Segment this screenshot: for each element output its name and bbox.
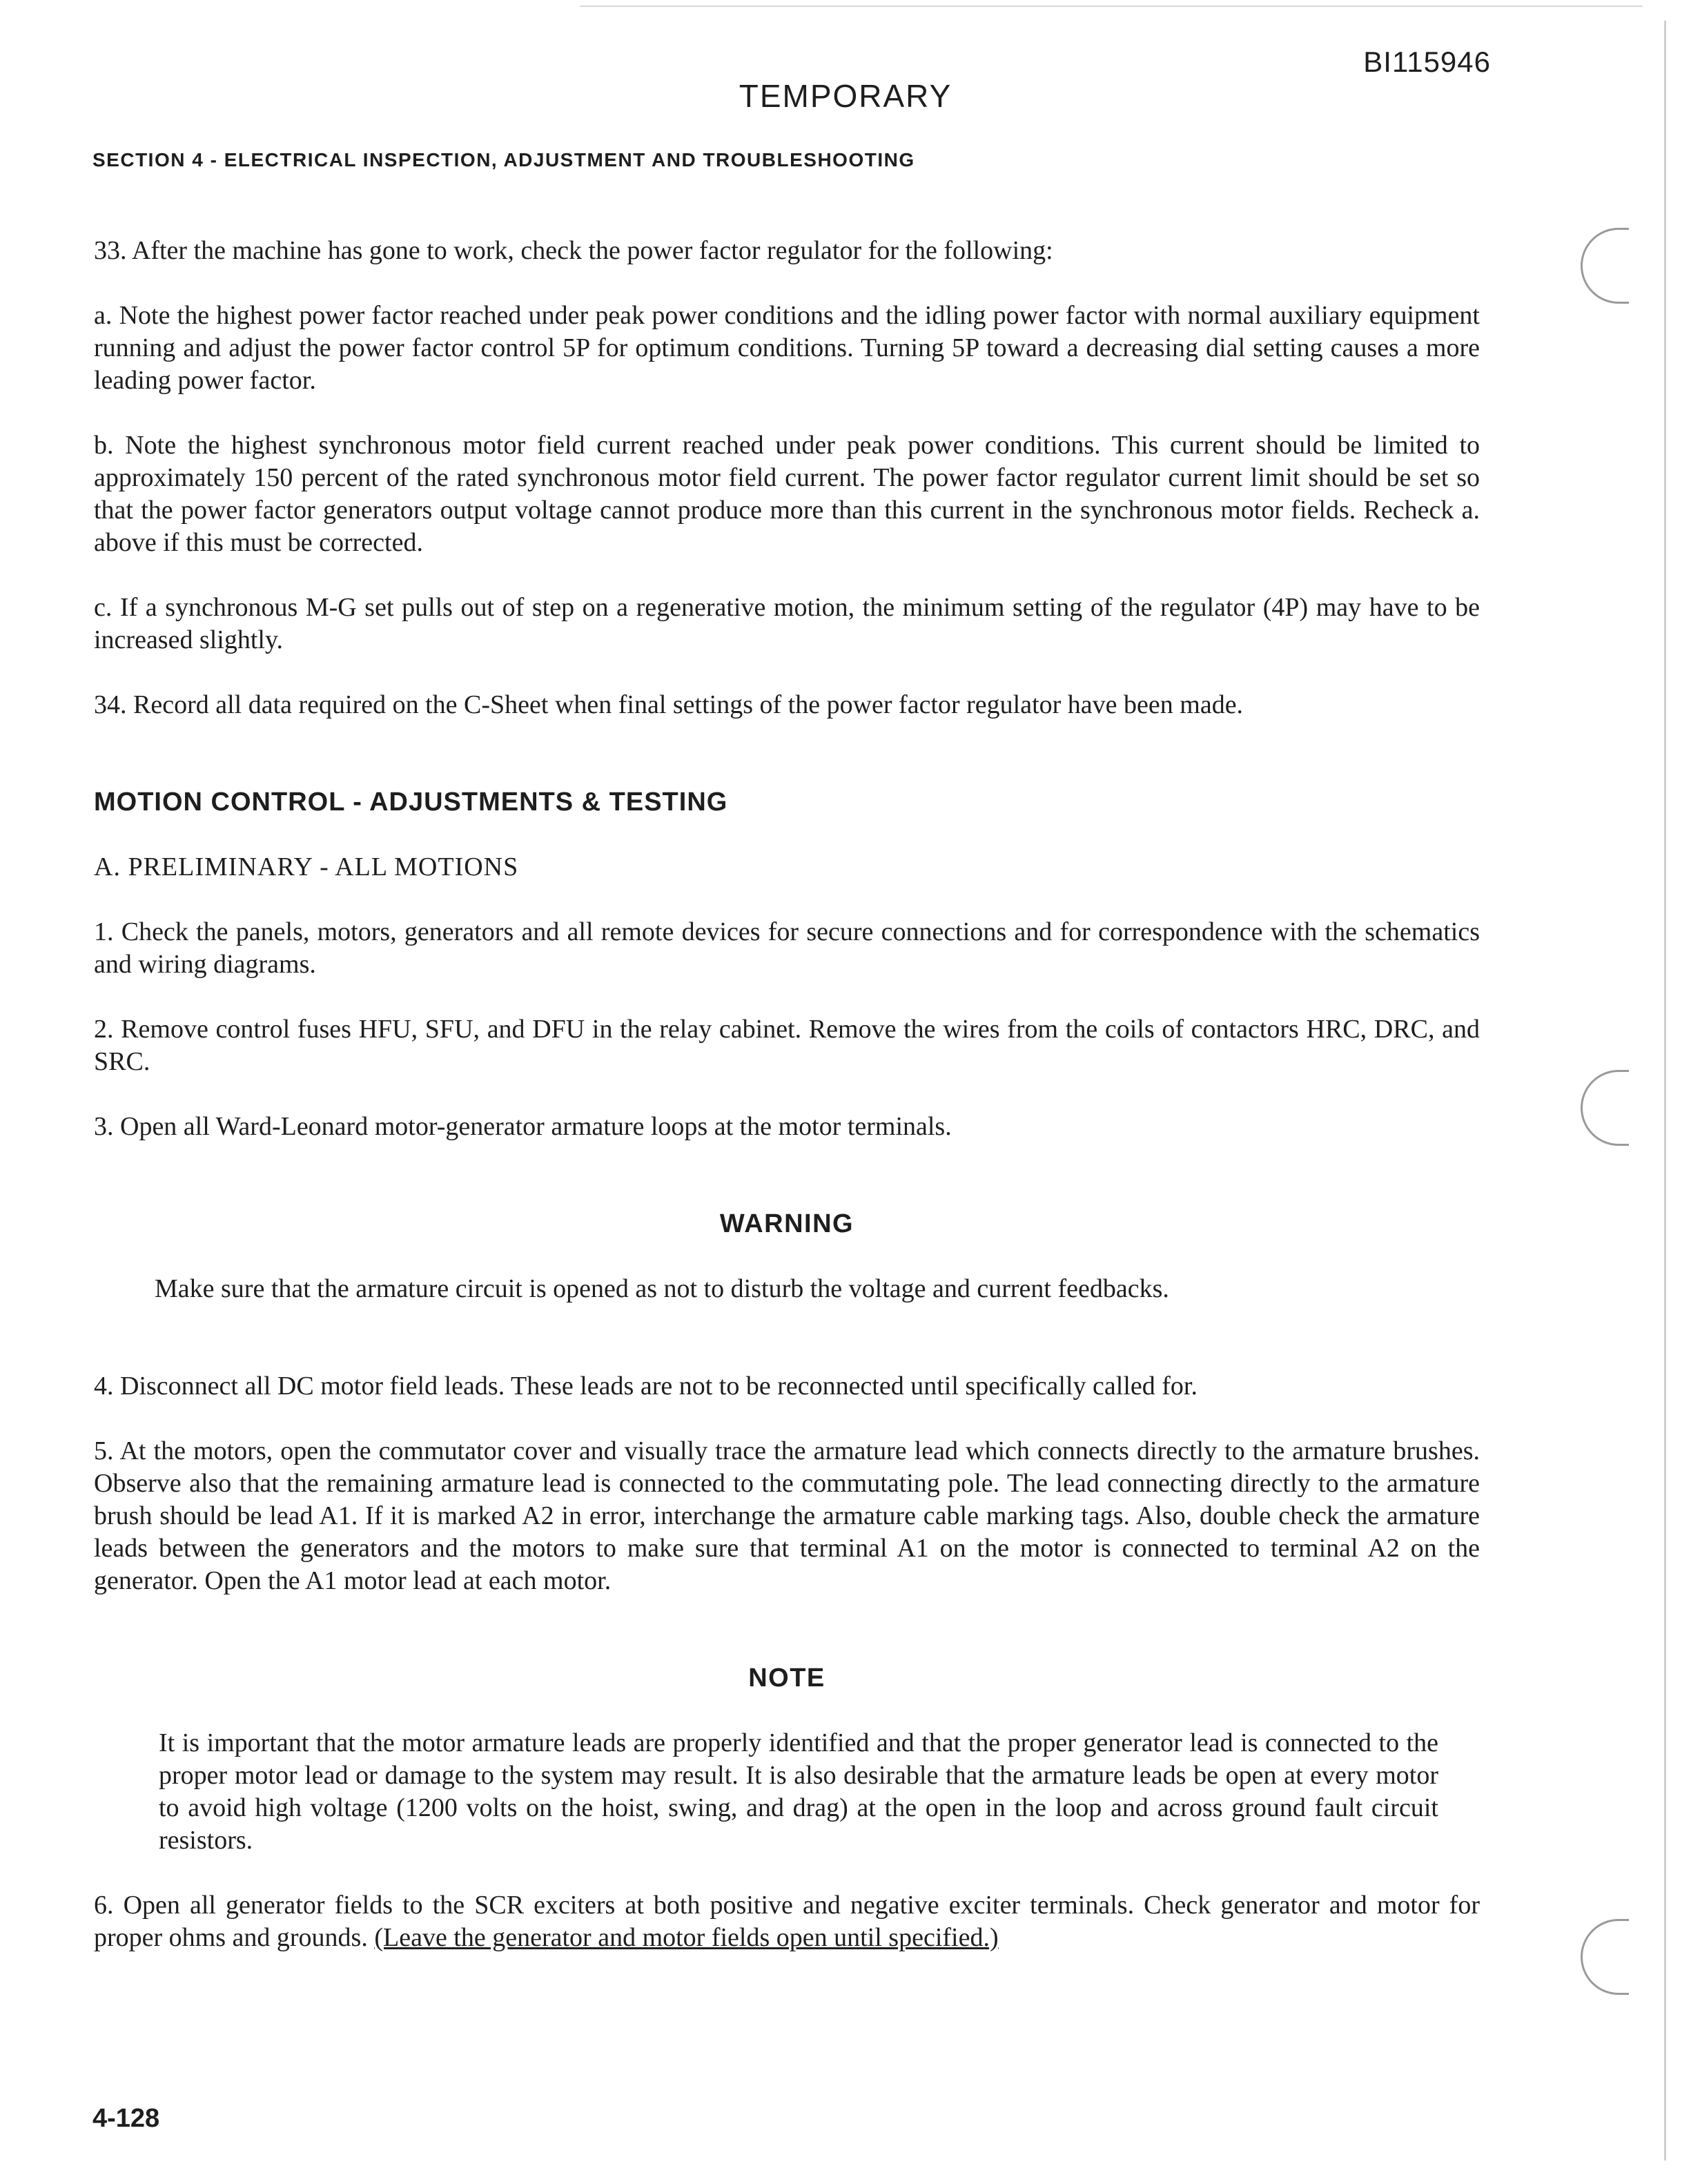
scan-page-edge [1664,21,1666,2161]
binder-hole-top [1581,228,1629,304]
temporary-label: TEMPORARY [739,78,952,114]
warning-heading: WARNING [719,1209,854,1238]
motion-control-heading: MOTION CONTROL - ADJUSTMENTS & TESTING [94,788,728,817]
step-3: 3. Open all Ward-Leonard motor-generator armature loops at the motor terminals. [94,1112,952,1141]
step-4: 4. Disconnect all DC motor field leads. These leads are not to be reconnected until specifically called for. [94,1372,1198,1401]
warning-text: Make sure that the armature circuit is opened as not to disturb the voltage and current feedbacks. [155,1274,1169,1303]
step-6-text: 6. Open all generator fields to the SCR exciters at both positive and negative exciter terminals. Check generator and motor for proper ohms and grounds. [94,1891,1480,1952]
section-title: SECTION 4 - ELECTRICAL INSPECTION, ADJUSTMENT AND TROUBLESHOOTING [92,149,915,170]
step-33c: c. If a synchronous M-G set pulls out of step on a regenerative motion, the minimum setting of the regulator (4P) may have to be increased slightly. [94,593,1480,654]
step-1: 1. Check the panels, motors, generators and all remote devices for secure connections and for correspondence with the schematics and wiring diagrams. [94,917,1480,979]
step-6 [94,1889,1480,1954]
step-34: 34. Record all data required on the C-Sheet when final settings of the power factor regulator have been made. [94,690,1244,719]
step-5: 5. At the motors, open the commutator cover and visually trace the armature lead which connects directly to the armature brushes. Observe also that the remaining armature lead is connected to the commutating pole. The lead connecting directly to the armature brush should be lead A1. If it is marked A2 in error, interchange the armature cable marking tags. Also, double check the armature leads between the generators and the motors to make sure that terminal A1 on the motor is connected to terminal A2 on the generator. Open the A1 motor lead at each motor. [94,1436,1480,1595]
step-33a: a. Note the highest power factor reached under peak power conditions and the idling power factor with normal auxiliary equipment running and adjust the power factor control 5P for optimum conditions. Turning 5P toward a decreasing dial setting causes a more leading power factor. [94,301,1480,395]
preliminary-heading: A. PRELIMINARY - ALL MOTIONS [94,852,519,881]
step-33: 33. After the machine has gone to work, check the power factor regulator for the following: [94,236,1053,265]
step-6-underlined: (Leave the generator and motor fields open until specified.) [374,1923,999,1952]
step-2: 2. Remove control fuses HFU, SFU, and DFU in the relay cabinet. Remove the wires from the coils of contactors HRC, DRC, and SRC. [94,1015,1480,1076]
body-text [94,235,1480,1954]
page-number: 4-128 [92,2104,160,2133]
note-heading: NOTE [748,1664,825,1693]
scan-artifact-line [580,6,1643,7]
document-number: BI115946 [1363,46,1491,78]
binder-hole-middle [1581,1070,1629,1146]
note-text: It is important that the motor armature leads are properly identified and that the proper generator lead is connected to the proper motor lead or damage to the system may result. It is also desirable that the armature leads be open at every motor to avoid high voltage (1200 volts on the hoist, swing, and drag) at the open in the loop and across ground fault circuit resistors. [159,1728,1438,1855]
step-33b: b. Note the highest synchronous motor field current reached under peak power conditions. This current should be limited to approximately 150 percent of the rated synchronous motor field current. The power factor regulator current limit should be set so that the power factor generators output voltage cannot produce more than this current in the synchronous motor fields. Recheck a. above if this must be corrected. [94,431,1480,557]
binder-hole-bottom [1581,1919,1629,1995]
